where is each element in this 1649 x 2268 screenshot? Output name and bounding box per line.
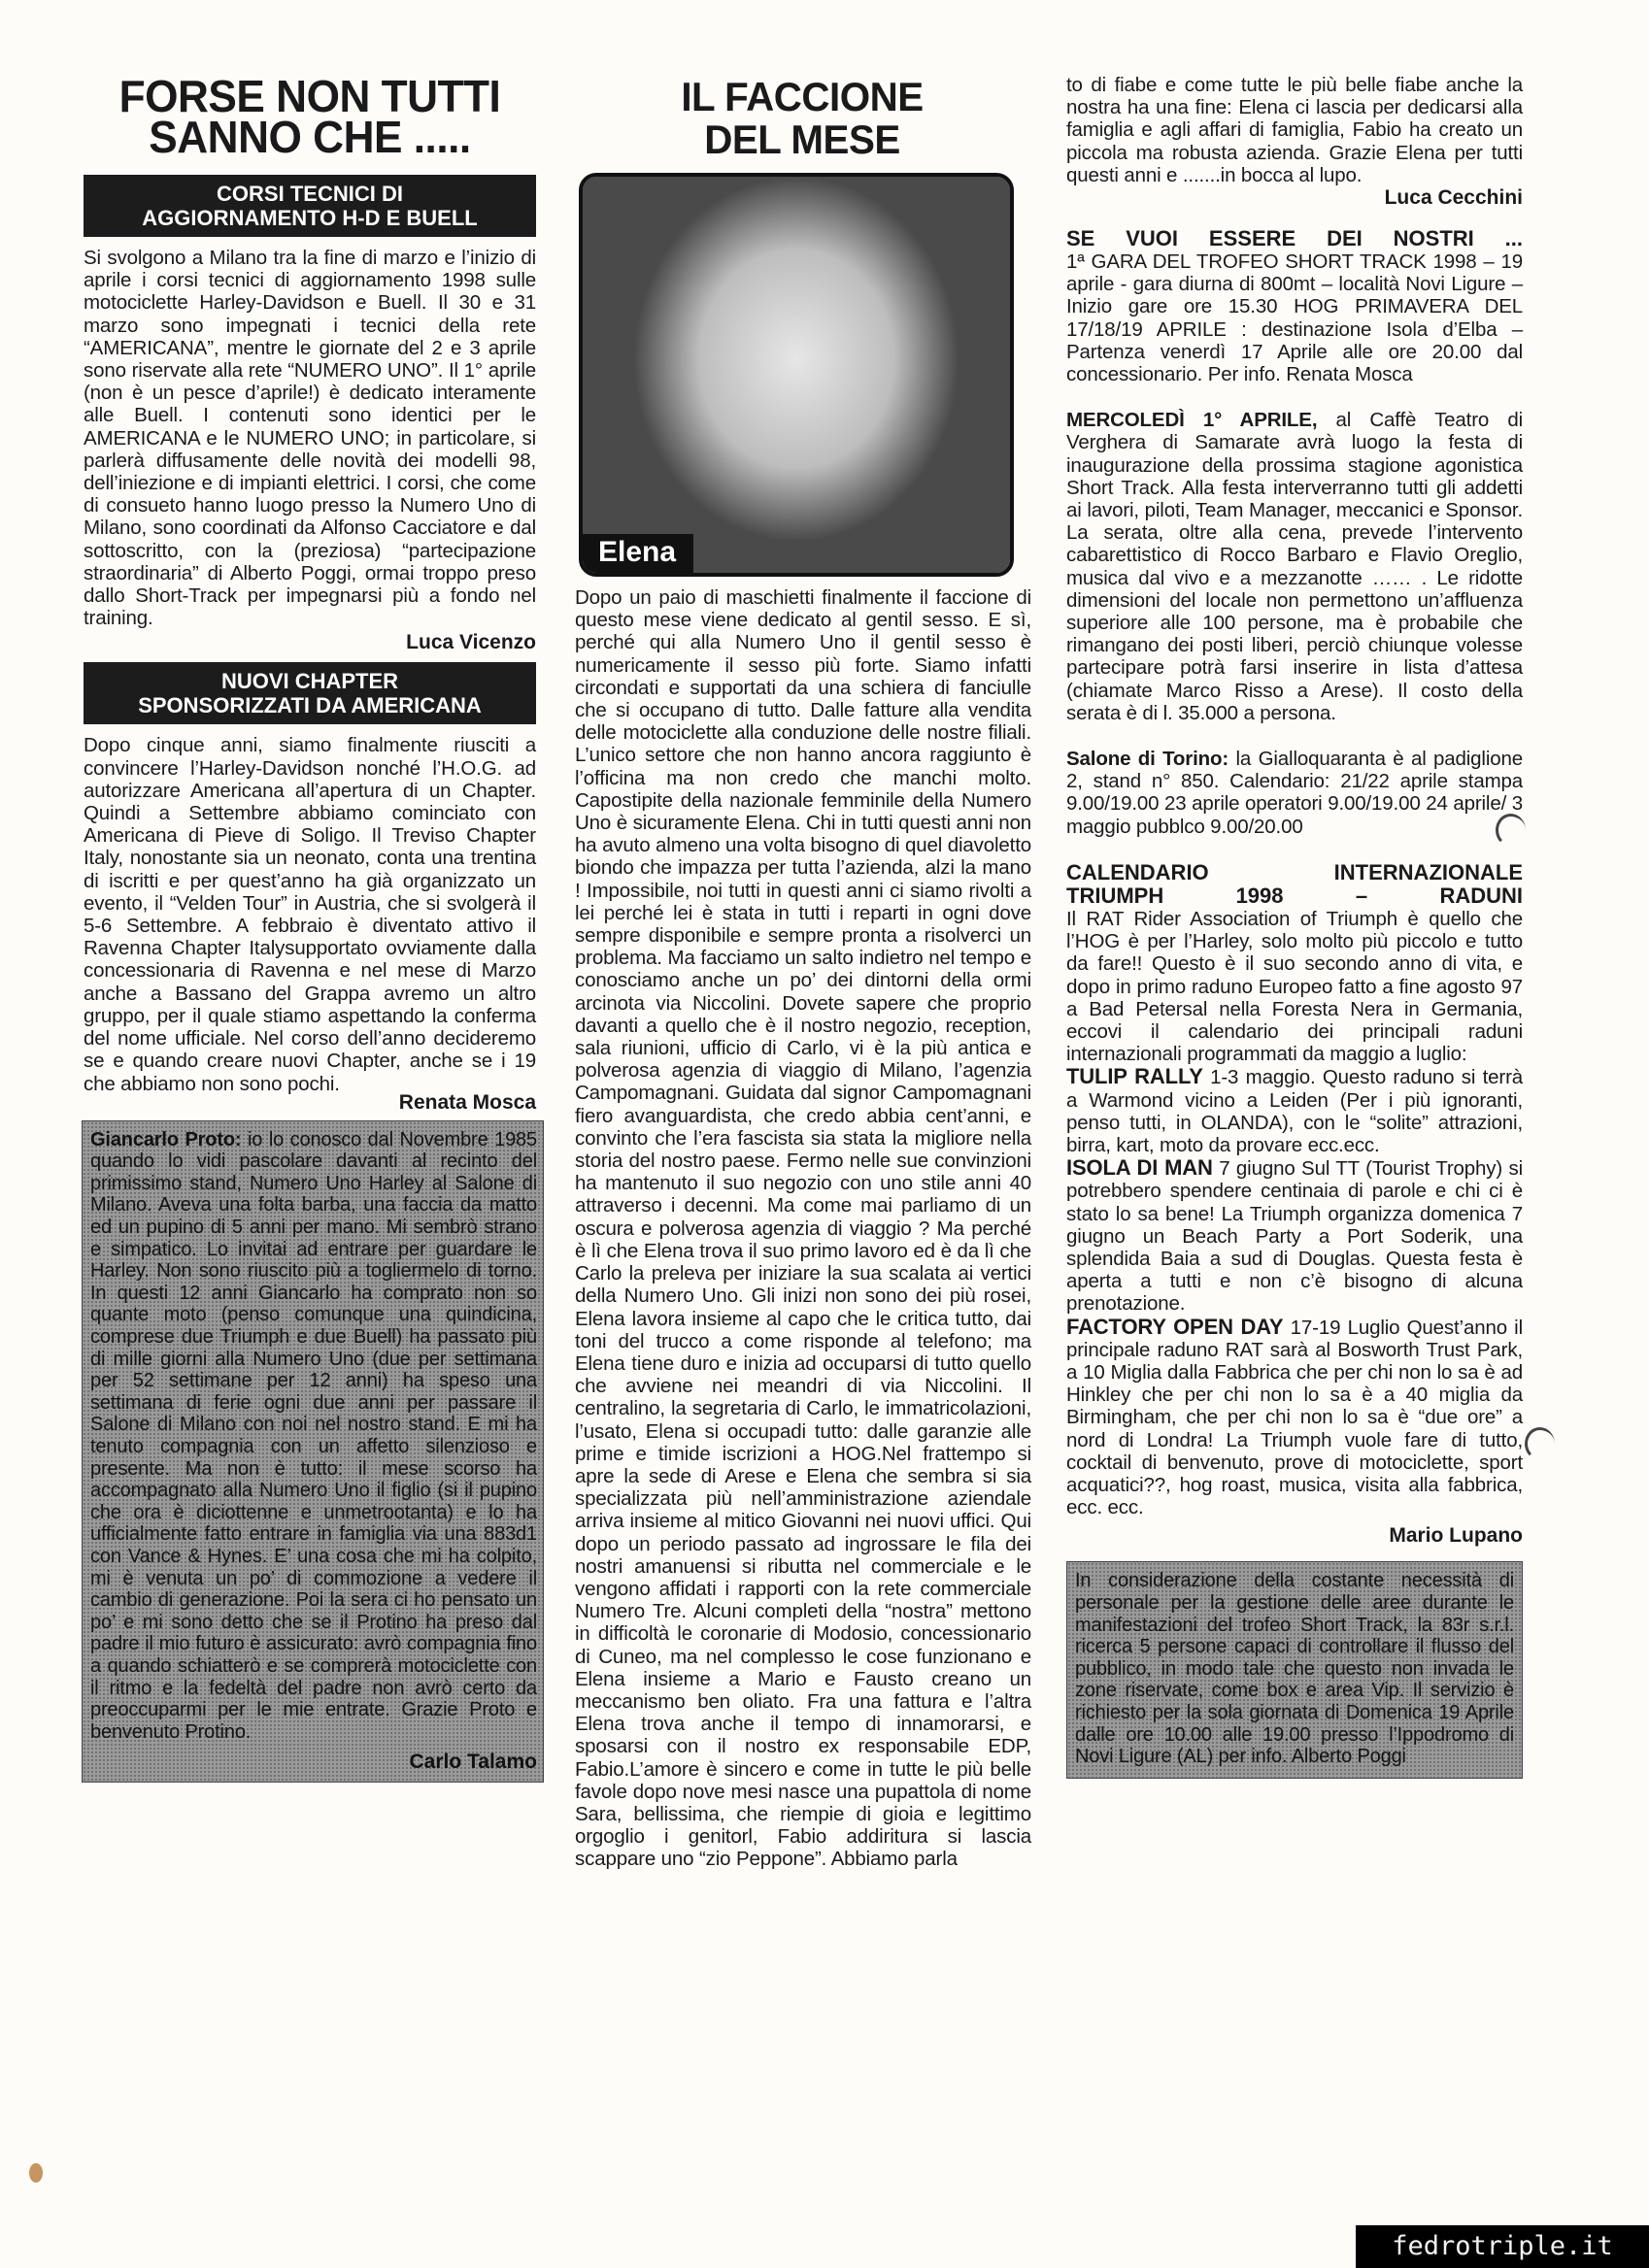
proto-box: [82, 1120, 544, 1784]
section-header-corsi: [84, 175, 536, 237]
photo-image: [583, 177, 1010, 573]
tulip-body: 1-3 maggio. Questo raduno si terrà a Warmond vicino a Leiden (Per i più ignoranti, penso tutti, in OLANDA), con le “solite” attrazioni, birra, kart, moto da provare ecc.ecc.: [1066, 1066, 1523, 1156]
faccione-title-line-1: IL FACCIONE: [681, 74, 924, 119]
mercoledi-body: al Caffè Teatro di Verghera di Samarate avrà luogo la festa di inaugurazione della prossima stagione agonistica Short Track. Alla festa interverranno tutti gli addetti ai lavori, piloti, Team Manager, meccanici e Sponsor. La serata, oltre alla cena, prevede l’intervento cabarettistico di Rocco Barbaro e Flavio Oreglio, musica dal vivo e a mezzanotte …… . Le ridotte dimensioni del locale non permettono un’affluenza superiore alle 100 persone, ma è probabile che rimangano dei posti liberi, perciò chiunque volesse partecipare potrà farsi inserire in lista d’attesa (chiamate Marco Risso a Arese). Il costo della serata è di l. 35.000 a persona.: [1066, 409, 1523, 724]
mercoledi-lead: MERCOLEDÌ 1° APRILE,: [1066, 409, 1318, 432]
faccione-article: [575, 586, 1031, 1871]
faccione-text: Dopo un paio di maschietti finalmente il faccione di questo mese viene dedicato al gentil sesso. E sì, perché qui alla Numero Uno il gentil sesso è numericamente il sesso più forte. Siamo infatti circondati e supportati da una schiera di fanciulle che si occupano di tutto. Dalle fatture alla vendita delle motociclette alla conduzione delle nostre filiali. L’unico settore che non hanno ancora raggiunto è l’officina ma non credo che manchi molto. Capostipite della nazionale femminile della Numero Uno è sicuramente Elena. Chi in tutti questi anni non ha avuto almeno una volta bisogno di quel diavoletto biondo che impazza per tutta l’azienda, alzi la mano ! Impossibile, noi tutti in questi anni ci siamo rivolti a lei perché lei è stata in tutti i reparti in ogni dove sempre disponibile e sempre pronta a risolverci un problema. Ma facciamo un salto indietro nel tempo e conosciamo anche un po’ dei dintorni della ormi arcinota via Niccolini. Dovete sapere che proprio davanti a quello che è il nostro negozio, reception, sala riunioni, ufficio di Carlo, vi è la più antica e polverosa agenzia di viaggio di Milano, l’agenzia Campomagnani. Guidata dal signor Campomagnani fiero avanguardista, che credo abbia cent’anni, e convinto che l’era fascista sia stata la migliore nella storia del nostro paese. Fermo nelle sue convinzioni ha mantenuto il suo negozio con uno stile anni 40 attraverso i decenni. Ma come mai parliamo di un oscura e polverosa agenzia di viaggio ? Ma perché è lì che Elena trova il suo primo lavoro ed è da lì che Carlo la preleva per iniziare la sua scalata ai vertici della Numero Uno. Gli inizi non sono dei più rosei, Elena lavora insieme al capo che le critica tutto, dai toni del trucco a come risponde al telefono; ma Elena tiene duro e inizia ad occuparsi di tutto quello che avviene nei meandri di via Niccolini. Il centralino, la segretaria di Carlo, le immatricolazioni, l’usato, Elena si occupadi tutto: dalle garanzie alle prime e timide iscrizioni a HOG.Nel frattempo si apre la sede di Arese e Elena che sembra si sia specializzata più nell’amministrazione aziendale arriva insieme al mitico Giovanni nei nuovi uffici. Qui dopo un periodo passato ad ingrossare le fila dei nostri amanuensi si ributta nel commerciale e le vengono affidati i rapporti con la rete commerciale Numero Tre. Alcuni completi della “nostra” mettono in difficoltà le coronarie di Modosio, concessionario di Cuneo, ma nel complesso le cose funzionano e Elena insieme a Mario e Fausto creano un meccanismo ben oliato. Fra una fattura e l’altra Elena trova anche il tempo di innamorarsi, e sposarsi con il nostro ex responsabile EDP, Fabio.L’amore è sincero e come in tutte le più belle favole dopo nove mesi nasce una pupattola di nome Sara, bellissima, che riempie di gioia e legittimo orgoglio i genitorl, Fabio addiritura si lascia scappare uno “zio Peppone”. Abbiamo parla: [575, 586, 1031, 1871]
column-center: [573, 0, 1031, 161]
section-nostri-text: 1ª GARA DEL TROFEO SHORT TRACK 1998 – 19 aprile - gara diurna di 800mt – località Novi Ligure – Inizio gare ore 15.30 HOG PRIMAVERA DEL 17/18/19 APRILE : destinazione Isola d’Elba – Partenza venerdì 17 Aprile alle ore 20.00 dal concessionario. Per info. Renata Mosca: [1066, 250, 1523, 386]
column-right: [1066, 0, 1523, 1779]
stain-mark: [29, 2163, 43, 2183]
binder-hole-icon: [1525, 1427, 1555, 1460]
isola-lead: ISOLA DI MAN: [1066, 1155, 1213, 1181]
salone-lead: Salone di Torino:: [1066, 748, 1229, 771]
title-line-2: SANNO CHE .....: [149, 112, 471, 162]
proto-lead: Giancarlo Proto:: [90, 1128, 242, 1151]
section-header-chapter-line-1: NUOVI CHAPTER: [220, 669, 399, 694]
triumph-intro: Il RAT Rider Association of Triumph è quello che l’HOG è per l’Harley, solo molto più piccolo e tutto da fare!! Questo è il suo secondo anno di vita, e dopo in primo raduno Europeo fatto a fine agosto 97 a Bad Petersal nella Foresta Nera in Germania, eccovi il calendario dei principali raduni internazionali programmati da maggio a luglio:: [1066, 907, 1523, 1066]
faccione-title-line-2: DEL MESE: [704, 117, 900, 162]
tulip-lead: TULIP RALLY: [1066, 1064, 1203, 1089]
elena-photo: [579, 173, 1014, 577]
section-header-corsi-line-2: AGGIORNAMENTO H-D E BUELL: [142, 206, 478, 230]
watermark: fedrotriple.it: [1356, 2225, 1649, 2268]
author-luca-vicenzo: Luca Vicenzo: [406, 631, 536, 654]
author-luca-cecchini: Luca Cecchini: [1384, 186, 1523, 210]
page-title: [92, 71, 526, 162]
proto-body: io lo conosco dal Novembre 1985 quando lo vidi pascolare davanti al recinto del primissimo stand, Numero Uno Harley al Salone di Milano. Aveva una folta barba, una faccia da matto ed un pupino di 5 anni per mano. Mi sembrò strano e simpatico. Lo invitai ad entrare per guardare le Harley. Non sono riuscito più a togliermelo di torno. In questi 12 anni Giancarlo ha comprato non so quante moto (penso comunque una quindicina, comprese due Triumph e due Buell) ha passato più di mille giorni alla Numero Uno (due per settimana per 52 settimane per 12 anni) ha speso una settimana di ferie ogni due anni per passare il Salone di Milano con noi nel nostro stand. E mi ha tenuto compagnia con un affetto silenzioso e presente. Ma non è tutto: il mese scorso ha accompagnato alla Numero Uno il figlio (si il pupino che ora è diciottenne e unmetrootanta) e lo ha ufficialmente fatto entrare in famiglia via una 883d1 con Vance & Hynes. E’ una cosa che mi ha colpito, mi è venuta un po’ di commozione a vedere il cambio di generazione. Poi la sera ci ho pensato un po’ e mi sono detto che se il Protino ha preso dal padre il mio futuro è assicurato: avrò compagnia fino a quando schiatterò e se comprerà motociclette con il ritmo e la fedeltà del padre non avrò certo da preoccuparmi per le mie entrate. Grazie Proto e benvenuto Protino.: [90, 1128, 537, 1743]
tulip-rally: [1066, 1065, 1523, 1156]
proto-text: [90, 1129, 537, 1744]
photo-caption: Elena: [583, 534, 693, 573]
faccione-title: [582, 76, 1022, 161]
author-mario-lupano: Mario Lupano: [1389, 1524, 1523, 1548]
salone-body: la Gialloquaranta è al padiglione 2, stand n° 850. Calendario: 21/22 aprile stampa 9.00/19.00 23 aprile operatori 9.00/19.00 24 aprile/ 3 maggio pubblco 9.00/20.00: [1066, 748, 1523, 838]
author-carlo-talamo: Carlo Talamo: [409, 1751, 537, 1774]
section-header-chapter-line-2: SPONSORIZZATI DA AMERICANA: [138, 693, 482, 718]
short-track-box: [1066, 1561, 1523, 1778]
factory-open-day: [1066, 1316, 1523, 1519]
short-track-text: In considerazione della costante necessità di personale per la gestione delle aree durante le manifestazioni del trofeo Short Track, la 83r s.r.l. ricerca 5 persone capaci di controllare il flusso del pubblico, in modo tale che questo non invada le zone riservate, come box e area Vip. Il servizio è richiesto per la sola giornata di Domenica 19 Aprile dalle ore 10.00 alle 19.00 presso l’Ippodromo di Novi Ligure (AL) per info. Alberto Poggi: [1075, 1570, 1514, 1768]
isola-body: 7 giugno Sul TT (Tourist Trophy) si potrebbero spendere centinaia di parole e chi ci è stato lo sa bene! La Triumph organizza domenica 7 giugno un Beach Party a Port Soderik, una splendida Baia a sud di Douglas. Questa festa è aperta a tutti e non c’è bisogno di alcuna prenotazione.: [1066, 1157, 1524, 1316]
section-header-corsi-line-1: CORSI TECNICI DI: [217, 182, 403, 206]
section-head-nostri: SE VUOI ESSERE DEI NOSTRI ...: [1066, 226, 1523, 251]
title-line-1: FORSE NON TUTTI: [118, 71, 501, 121]
column-left: [84, 0, 536, 1783]
factory-body: 17-19 Luglio Quest’anno il principale raduno RAT sarà al Bosworth Trust Park, a 10 Miglia dalla Fabbrica che per chi non lo sa è ad Hinkley che per chi non lo sa è a 40 miglia da Birmingham, che per chi non lo sa è “due ore” a nord di Londra! La Triumph vuole fare di tutto, cocktail di benvenuto, prove di motociclette, sport acquatici??, hog roast, musica, visita alla fabbrica, ecc. ecc.: [1066, 1316, 1523, 1519]
binder-hole-icon: [1496, 814, 1526, 847]
section-head-triumph-2: TRIUMPH 1998 – RADUNI: [1066, 883, 1523, 908]
section-header-chapter: [84, 662, 536, 724]
author-renata-mosca: Renata Mosca: [398, 1090, 536, 1114]
article-corsi: Si svolgono a Milano tra la fine di marzo e l’inizio di aprile i corsi tecnici di aggiornamento 1998 sulle motociclette Harley-Davidson e Buell. Il 30 e 31 marzo sono impegnati i tecnici della rete “AMERICANA”, mentre le giornate del 2 e 3 aprile sono riservate alla rete “NUMERO UNO”. Il 1° aprile (non è un pesce d’aprile!) è dedicato interamente alle Buell. I contenuti sono identici per le AMERICANA e le NUMERO UNO; in particolare, si parlerà diffusamente delle novità dei modelli 98, dell’iniezione e di impianti elettrici. I corsi, che come di consueto hanno luogo presso la Numero Uno di Milano, sono coordinati da Alfonso Cacciatore e dal sottoscritto, con la (preziosa) “partecipazione straordinaria” di Alberto Poggi, ormai troppo preso dallo Short-Track per impegnarsi più a fondo nel training.: [84, 247, 536, 630]
section-salone: [1066, 748, 1523, 838]
article-chapter: Dopo cinque anni, siamo finalmente riusciti a convincere l’Harley-Davidson nonché l’H.O.G. ad autorizzare Americana all’apertura di un Chapter. Quindi a Settembre abbiamo cominciato con Americana di Pieve di Soligo. Il Treviso Chapter Italy, nonostante sia un neonato, conta una trentina di iscritti e per quest’anno ha già organizzato un evento, il “Velden Tour” in Austria, che si svolgerà il 5-6 Settembre. A febbraio è diventato attivo il Ravenna Chapter Italysupportato ovviamente dalla concessionaria di Ravenna e nel mese di Marzo anche a Bassano del Grappa avremo un altro gruppo, per il quale stiamo aspettando la conferma del nome ufficiale. Nel corso dell’anno decideremo se e quando creare nuovi Chapter, anche se i 19 che abbiamo non sono pochi.: [84, 734, 536, 1095]
section-head-triumph-1: CALENDARIO INTERNAZIONALE: [1066, 859, 1523, 884]
factory-lead: FACTORY OPEN DAY: [1066, 1314, 1284, 1339]
faccione-continuation: to di fiabe e come tutte le più belle fiabe anche la nostra ha una fine: Elena ci lascia per dedicarsi alla famiglia e agli affari di famiglia, Fabio ha creato un piccola ma robusta azienda. Grazie Elena per tutti questi anni e .......in bocca al lupo.: [1066, 74, 1523, 186]
isola-di-man: [1066, 1156, 1523, 1315]
section-mercoledi: [1066, 409, 1523, 724]
